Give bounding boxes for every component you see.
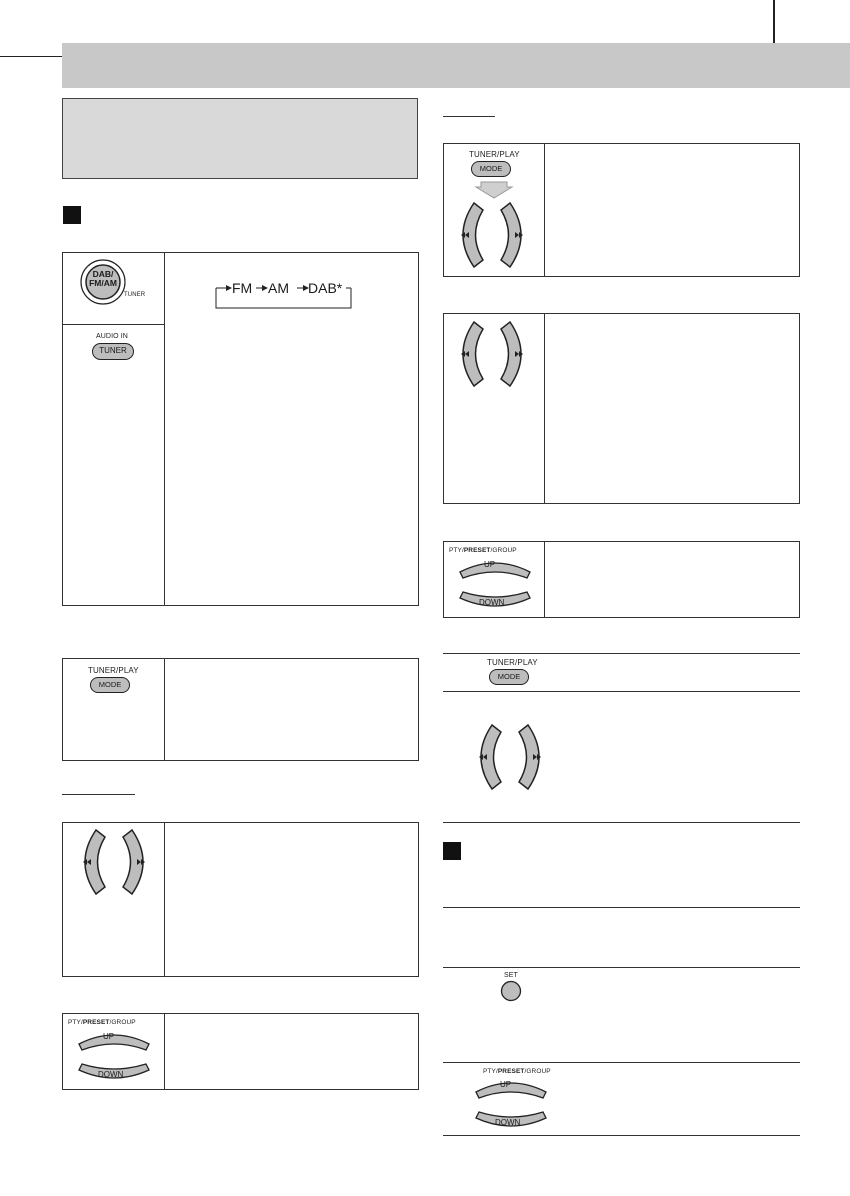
subheading-underline — [443, 116, 495, 117]
subheading-underline — [62, 794, 135, 795]
step-rule — [443, 691, 800, 692]
down-label: DOWN — [98, 1070, 124, 1079]
audio-in-label: AUDIO IN — [96, 333, 128, 340]
table-divider — [544, 541, 545, 618]
table-divider — [544, 143, 545, 277]
up-label: UP — [484, 560, 496, 569]
table-divider — [164, 252, 165, 606]
tuner-button[interactable]: TUNER — [92, 343, 134, 360]
step-rule — [443, 967, 800, 968]
table-divider — [164, 1013, 165, 1090]
table-divider — [164, 658, 165, 761]
step-rule — [443, 907, 800, 908]
table-divider — [62, 324, 164, 325]
skip-buttons[interactable] — [474, 723, 546, 791]
pty-preset-group-label: PTY/PRESET/GROUP — [68, 1019, 136, 1026]
mode-button[interactable]: MODE — [471, 161, 511, 177]
mode-button[interactable]: MODE — [90, 677, 130, 693]
tuner-play-label: TUNER/PLAY — [88, 666, 139, 675]
step-rule — [443, 653, 800, 654]
pty-preset-group-label: PTY/PRESET/GROUP — [449, 547, 517, 554]
skip-buttons[interactable] — [456, 201, 528, 269]
band-dab: DAB* — [308, 280, 343, 296]
up-label: UP — [500, 1080, 512, 1089]
section-marker — [63, 206, 81, 224]
tuner-caption: TUNER — [124, 292, 146, 298]
tuner-play-label: TUNER/PLAY — [487, 658, 538, 667]
down-label: DOWN — [495, 1118, 521, 1127]
step-rule — [443, 1062, 800, 1063]
down-label: DOWN — [479, 598, 505, 607]
skip-buttons[interactable] — [456, 320, 528, 388]
skip-buttons[interactable] — [78, 828, 150, 896]
section-marker — [443, 842, 461, 860]
step-rule — [443, 1135, 800, 1136]
band-fm: FM — [232, 280, 253, 296]
table-divider — [544, 313, 545, 504]
tuner-play-label: TUNER/PLAY — [469, 150, 520, 159]
note-box — [62, 98, 418, 179]
mode-button[interactable]: MODE — [489, 669, 529, 685]
band-am: AM — [268, 280, 289, 296]
set-label: SET — [504, 972, 518, 979]
pty-preset-group-label: PTY/PRESET/GROUP — [483, 1068, 551, 1075]
up-label: UP — [103, 1032, 115, 1041]
section-banner — [62, 43, 850, 88]
down-arrow-icon — [474, 181, 514, 199]
table-divider — [164, 822, 165, 977]
dab-fm-am-label: DAB/ FM/AM — [89, 269, 117, 288]
set-button[interactable] — [499, 980, 523, 1002]
step-rule — [443, 822, 800, 823]
